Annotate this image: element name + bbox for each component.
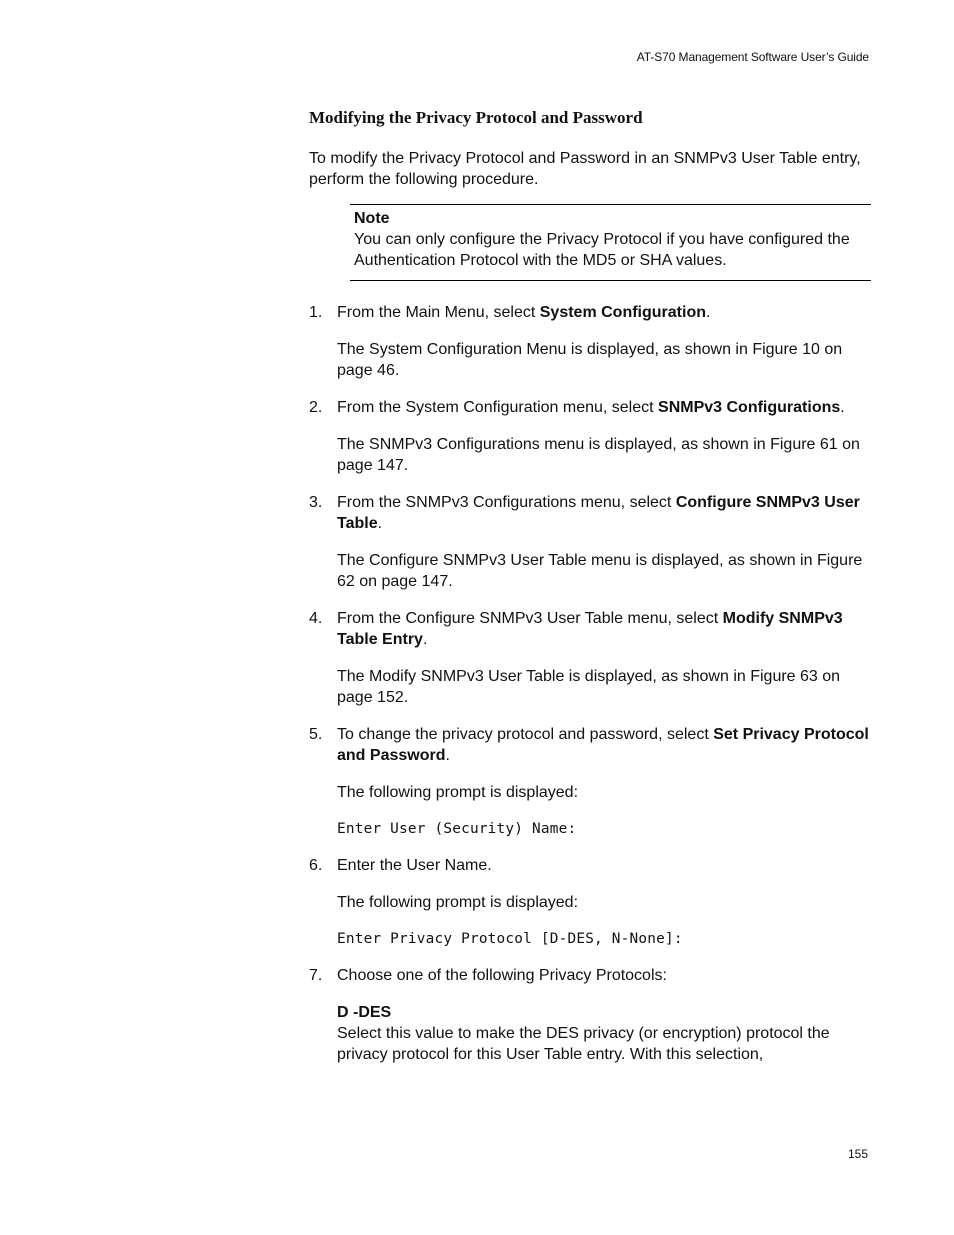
step-instruction	[337, 397, 871, 418]
menu-option-name: SNMPv3 Configurations	[658, 399, 841, 416]
step-text-end: .	[445, 747, 450, 764]
step-text: To change the privacy protocol and password, select	[337, 726, 714, 743]
step-text-end: .	[377, 515, 383, 532]
procedure-step	[309, 608, 871, 724]
step-instruction	[337, 608, 871, 650]
step-number: 2.	[309, 399, 323, 416]
step-result: The System Configuration Menu is displayed, as shown in Figure 10 on page 46.	[337, 341, 843, 379]
step-body	[337, 855, 871, 965]
step-body	[337, 965, 871, 1065]
step-instruction: Choose one of the following Privacy Protocols:	[337, 967, 667, 984]
menu-option-name: Configure SNMPv3 User Table	[337, 494, 860, 532]
step-body	[337, 608, 871, 724]
step-text-end: .	[422, 631, 428, 648]
procedure-step	[309, 492, 871, 608]
option-description: Select this value to make the DES privacy (or encryption) protocol the privacy protocol for this User Table entry. With this selection,	[337, 1025, 830, 1063]
prompt-code: Enter Privacy Protocol [D-DES, N-None]:	[337, 931, 683, 947]
step-instruction	[337, 302, 871, 323]
step-result: The SNMPv3 Configurations menu is displayed, as shown in Figure 61 on page 147.	[337, 436, 860, 474]
step-body	[337, 724, 871, 855]
step-body	[337, 302, 871, 397]
note-label: Note	[354, 210, 390, 227]
page-number: 155	[847, 1147, 868, 1161]
menu-option-name: Modify SNMPv3 Table Entry	[337, 610, 843, 648]
step-number: 3.	[309, 494, 323, 511]
step-number: 7.	[309, 967, 323, 984]
running-header: AT-S70 Management Software User’s Guide	[636, 50, 869, 64]
note-box	[350, 204, 871, 281]
step-number: 4.	[309, 610, 323, 627]
option-title: D -DES	[337, 1004, 392, 1021]
procedure-step	[309, 965, 871, 1065]
step-result: The following prompt is displayed:	[337, 894, 579, 911]
step-text: From the Main Menu, select	[337, 304, 540, 321]
step-text: From the Configure SNMPv3 User Table menu, select	[337, 610, 723, 627]
step-text: From the SNMPv3 Configurations menu, select	[337, 494, 676, 511]
step-body	[337, 492, 871, 608]
step-result: The Modify SNMPv3 User Table is displayed, as shown in Figure 63 on page 152.	[337, 668, 841, 706]
step-number: 6.	[309, 857, 323, 874]
step-number: 5.	[309, 726, 323, 743]
section-title: Modifying the Privacy Protocol and Password	[309, 108, 643, 127]
procedure-step	[309, 724, 871, 855]
menu-option-name: System Configuration	[539, 304, 706, 321]
step-instruction	[337, 492, 871, 534]
step-text-end: .	[705, 304, 711, 321]
step-text: From the System Configuration menu, select	[337, 399, 659, 416]
step-body	[337, 397, 871, 492]
step-instruction	[337, 724, 871, 766]
step-result: The Configure SNMPv3 User Table menu is displayed, as shown in Figure 62 on page 147.	[337, 552, 863, 590]
step-number: 1.	[309, 304, 323, 321]
intro-paragraph: To modify the Privacy Protocol and Password in an SNMPv3 User Table entry, perform the following procedure.	[309, 150, 861, 188]
procedure-step	[309, 855, 871, 965]
step-result: The following prompt is displayed:	[337, 784, 579, 801]
procedure-step	[309, 397, 871, 492]
menu-option-name: Set Privacy Protocol and Password	[337, 726, 869, 764]
prompt-code: Enter User (Security) Name:	[337, 821, 577, 837]
main-content	[309, 107, 871, 1065]
procedure-step	[309, 302, 871, 397]
step-text-end: .	[840, 399, 845, 416]
note-text: You can only configure the Privacy Protocol if you have configured the Authentication Protocol with the MD5 or SHA values.	[354, 231, 850, 269]
step-instruction: Enter the User Name.	[337, 857, 492, 874]
